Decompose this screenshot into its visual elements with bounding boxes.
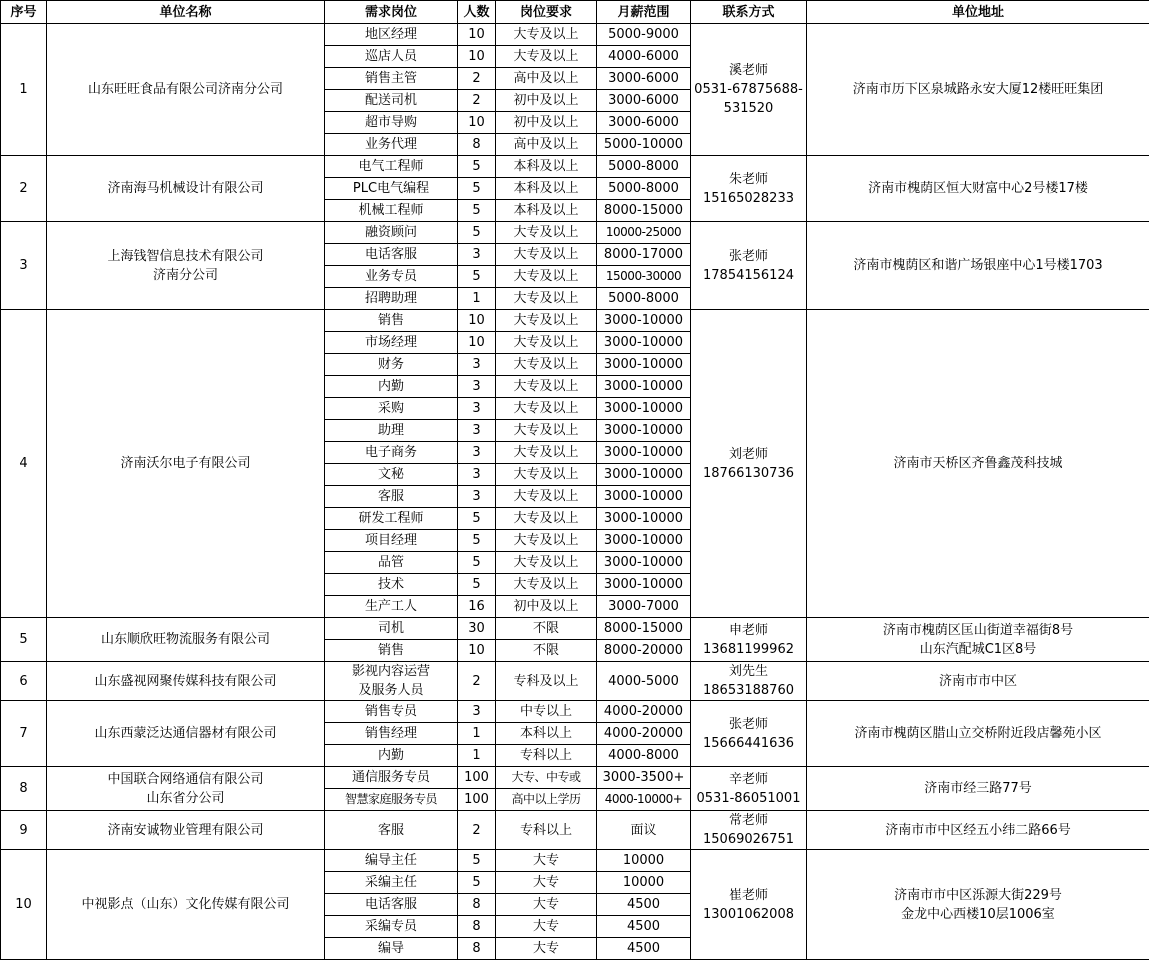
- job-title: 技术: [325, 574, 458, 596]
- company-address: 济南市槐荫区恒大财富中心2号楼17楼: [807, 156, 1149, 222]
- table-row: [1, 701, 1149, 723]
- company-name: 中视影点（山东）文化传媒有限公司: [47, 850, 325, 960]
- job-title: 巡店人员: [325, 46, 458, 68]
- job-count: 5: [458, 178, 496, 200]
- company-address: 济南市市中区经五小纬二路66号: [807, 811, 1149, 850]
- job-title: 生产工人: [325, 596, 458, 618]
- job-title: 采编专员: [325, 916, 458, 938]
- table-row: [1, 767, 1149, 789]
- job-requirement: 大专: [496, 850, 597, 872]
- job-requirement: 大专: [496, 916, 597, 938]
- job-count: 2: [458, 662, 496, 701]
- job-title: 销售: [325, 640, 458, 662]
- job-salary: 4000-20000: [597, 701, 691, 723]
- job-count: 3: [458, 442, 496, 464]
- job-title: 通信服务专员: [325, 767, 458, 789]
- job-title: PLC电气编程: [325, 178, 458, 200]
- table-row: [1, 850, 1149, 872]
- company-name: 山东顺欣旺物流服务有限公司: [47, 618, 325, 662]
- job-count: 5: [458, 508, 496, 530]
- job-salary: 4000-8000: [597, 745, 691, 767]
- company-contact: 申老师 13681199962: [691, 618, 807, 662]
- job-count: 3: [458, 354, 496, 376]
- job-salary: 10000: [597, 850, 691, 872]
- job-title: 销售: [325, 310, 458, 332]
- job-requirement: 大专及以上: [496, 266, 597, 288]
- job-count: 3: [458, 701, 496, 723]
- job-count: 10: [458, 46, 496, 68]
- job-title: 市场经理: [325, 332, 458, 354]
- job-salary: 4000-5000: [597, 662, 691, 701]
- job-title: 编导主任: [325, 850, 458, 872]
- job-salary: 3000-10000: [597, 552, 691, 574]
- job-title: 编导: [325, 938, 458, 960]
- job-salary: 3000-10000: [597, 310, 691, 332]
- job-count: 2: [458, 811, 496, 850]
- col-header-company: 单位名称: [47, 1, 325, 24]
- job-salary: 4000-10000+: [597, 789, 691, 811]
- company-contact: 刘先生 18653188760: [691, 662, 807, 701]
- job-salary: 3000-10000: [597, 508, 691, 530]
- job-salary: 4500: [597, 894, 691, 916]
- job-count: 5: [458, 552, 496, 574]
- job-salary: 3000-7000: [597, 596, 691, 618]
- job-count: 5: [458, 222, 496, 244]
- job-title: 采购: [325, 398, 458, 420]
- table-row: [1, 618, 1149, 640]
- job-title: 销售主管: [325, 68, 458, 90]
- job-title: 内勤: [325, 376, 458, 398]
- job-requirement: 本科以上: [496, 723, 597, 745]
- job-requirement: 高中以上学历: [496, 789, 597, 811]
- job-title: 电气工程师: [325, 156, 458, 178]
- job-count: 2: [458, 68, 496, 90]
- job-requirement: 大专及以上: [496, 442, 597, 464]
- job-title: 品管: [325, 552, 458, 574]
- company-address: 济南市经三路77号: [807, 767, 1149, 811]
- job-requirement: 专科及以上: [496, 662, 597, 701]
- job-salary: 8000-20000: [597, 640, 691, 662]
- job-title: 招聘助理: [325, 288, 458, 310]
- job-salary: 3000-10000: [597, 420, 691, 442]
- job-count: 10: [458, 310, 496, 332]
- col-header-no: 序号: [1, 1, 47, 24]
- job-requirement: 大专、中专或: [496, 767, 597, 789]
- job-count: 30: [458, 618, 496, 640]
- job-requirement: 大专: [496, 872, 597, 894]
- job-title: 采编主任: [325, 872, 458, 894]
- company-no: 1: [1, 24, 47, 156]
- job-title: 文秘: [325, 464, 458, 486]
- job-salary: 3000-10000: [597, 530, 691, 552]
- job-requirement: 不限: [496, 618, 597, 640]
- company-contact: 张老师 17854156124: [691, 222, 807, 310]
- job-requirement: 本科及以上: [496, 178, 597, 200]
- company-no: 6: [1, 662, 47, 701]
- job-requirement: 中专以上: [496, 701, 597, 723]
- job-count: 100: [458, 789, 496, 811]
- company-name: 济南安诚物业管理有限公司: [47, 811, 325, 850]
- job-title: 融资顾问: [325, 222, 458, 244]
- job-requirement: 本科及以上: [496, 156, 597, 178]
- job-title: 智慧家庭服务专员: [325, 789, 458, 811]
- table-body: [1, 24, 1149, 960]
- job-requirement: 大专及以上: [496, 574, 597, 596]
- col-header-contact: 联系方式: [691, 1, 807, 24]
- company-no: 2: [1, 156, 47, 222]
- table-row: [1, 156, 1149, 178]
- job-requirement: 大专及以上: [496, 376, 597, 398]
- job-salary: 4000-6000: [597, 46, 691, 68]
- job-salary: 3000-3500+: [597, 767, 691, 789]
- job-count: 8: [458, 938, 496, 960]
- job-title: 客服: [325, 811, 458, 850]
- job-requirement: 大专及以上: [496, 486, 597, 508]
- job-salary: 4000-20000: [597, 723, 691, 745]
- job-salary: 3000-10000: [597, 332, 691, 354]
- job-count: 8: [458, 894, 496, 916]
- job-salary: 15000-30000: [597, 266, 691, 288]
- job-requirement: 初中及以上: [496, 112, 597, 134]
- company-address: 济南市历下区泉城路永安大厦12楼旺旺集团: [807, 24, 1149, 156]
- job-salary: 3000-10000: [597, 354, 691, 376]
- job-count: 5: [458, 850, 496, 872]
- job-title: 项目经理: [325, 530, 458, 552]
- job-title: 机械工程师: [325, 200, 458, 222]
- job-title: 研发工程师: [325, 508, 458, 530]
- job-count: 5: [458, 156, 496, 178]
- job-count: 10: [458, 112, 496, 134]
- job-title: 配送司机: [325, 90, 458, 112]
- table-row: [1, 310, 1149, 332]
- job-requirement: 高中及以上: [496, 134, 597, 156]
- job-salary: 3000-10000: [597, 398, 691, 420]
- job-count: 1: [458, 723, 496, 745]
- job-requirement: 初中及以上: [496, 596, 597, 618]
- job-salary: 3000-10000: [597, 442, 691, 464]
- job-salary: 3000-10000: [597, 376, 691, 398]
- job-requirement: 专科以上: [496, 745, 597, 767]
- job-count: 16: [458, 596, 496, 618]
- col-header-address: 单位地址: [807, 1, 1149, 24]
- job-salary: 5000-9000: [597, 24, 691, 46]
- job-count: 3: [458, 244, 496, 266]
- company-no: 5: [1, 618, 47, 662]
- job-requirement: 大专及以上: [496, 464, 597, 486]
- company-name: 中国联合网络通信有限公司 山东省分公司: [47, 767, 325, 811]
- job-title: 内勤: [325, 745, 458, 767]
- company-contact: 刘老师 18766130736: [691, 310, 807, 618]
- company-contact: 张老师 15666441636: [691, 701, 807, 767]
- header-row: [1, 1, 1149, 24]
- job-count: 3: [458, 420, 496, 442]
- company-no: 9: [1, 811, 47, 850]
- job-requirement: 大专及以上: [496, 508, 597, 530]
- company-address: 济南市市中区泺源大街229号 金龙中心西楼10层1006室: [807, 850, 1149, 960]
- company-no: 7: [1, 701, 47, 767]
- job-count: 8: [458, 916, 496, 938]
- job-count: 2: [458, 90, 496, 112]
- job-salary: 10000-25000: [597, 222, 691, 244]
- job-title: 地区经理: [325, 24, 458, 46]
- company-name: 山东西蒙泛达通信器材有限公司: [47, 701, 325, 767]
- job-count: 3: [458, 464, 496, 486]
- company-contact: 常老师 15069026751: [691, 811, 807, 850]
- job-salary: 10000: [597, 872, 691, 894]
- job-title: 业务代理: [325, 134, 458, 156]
- job-count: 3: [458, 398, 496, 420]
- job-count: 100: [458, 767, 496, 789]
- job-salary: 8000-15000: [597, 618, 691, 640]
- job-title: 电子商务: [325, 442, 458, 464]
- job-count: 3: [458, 486, 496, 508]
- job-count: 5: [458, 574, 496, 596]
- job-requirement: 大专及以上: [496, 354, 597, 376]
- table-row: [1, 662, 1149, 701]
- job-requirement: 专科以上: [496, 811, 597, 850]
- job-title: 销售专员: [325, 701, 458, 723]
- col-header-requirement: 岗位要求: [496, 1, 597, 24]
- job-title: 客服: [325, 486, 458, 508]
- job-requirement: 大专及以上: [496, 46, 597, 68]
- job-salary: 3000-6000: [597, 90, 691, 112]
- job-count: 10: [458, 24, 496, 46]
- company-no: 3: [1, 222, 47, 310]
- job-salary: 3000-6000: [597, 112, 691, 134]
- company-no: 8: [1, 767, 47, 811]
- job-salary: 5000-8000: [597, 156, 691, 178]
- job-count: 10: [458, 332, 496, 354]
- company-name: 山东旺旺食品有限公司济南分公司: [47, 24, 325, 156]
- job-requirement: 大专及以上: [496, 552, 597, 574]
- job-salary: 8000-15000: [597, 200, 691, 222]
- job-title: 助理: [325, 420, 458, 442]
- company-contact: 崔老师 13001062008: [691, 850, 807, 960]
- job-salary: 5000-10000: [597, 134, 691, 156]
- company-name: 山东盛视网聚传媒科技有限公司: [47, 662, 325, 701]
- job-title: 财务: [325, 354, 458, 376]
- job-requirement: 大专及以上: [496, 530, 597, 552]
- job-count: 1: [458, 745, 496, 767]
- company-address: 济南市槐荫区匡山街道幸福街8号 山东汽配城C1区8号: [807, 618, 1149, 662]
- table-row: [1, 222, 1149, 244]
- table-row: [1, 24, 1149, 46]
- job-salary: 3000-10000: [597, 486, 691, 508]
- job-requirement: 大专及以上: [496, 398, 597, 420]
- job-requirement: 大专: [496, 894, 597, 916]
- company-contact: 辛老师 0531-86051001: [691, 767, 807, 811]
- company-address: 济南市市中区: [807, 662, 1149, 701]
- company-address: 济南市槐荫区腊山立交桥附近段店馨苑小区: [807, 701, 1149, 767]
- job-count: 10: [458, 640, 496, 662]
- company-contact: 朱老师 15165028233: [691, 156, 807, 222]
- table-row: [1, 811, 1149, 850]
- job-title: 超市导购: [325, 112, 458, 134]
- job-requirement: 大专及以上: [496, 332, 597, 354]
- job-title: 司机: [325, 618, 458, 640]
- job-requirement: 不限: [496, 640, 597, 662]
- job-salary: 3000-10000: [597, 574, 691, 596]
- job-requirement: 高中及以上: [496, 68, 597, 90]
- job-salary: 8000-17000: [597, 244, 691, 266]
- col-header-position: 需求岗位: [325, 1, 458, 24]
- job-requirement: 大专及以上: [496, 420, 597, 442]
- job-title: 业务专员: [325, 266, 458, 288]
- job-title: 影视内容运营 及服务人员: [325, 662, 458, 701]
- job-salary: 3000-6000: [597, 68, 691, 90]
- company-no: 4: [1, 310, 47, 618]
- job-requirement: 大专及以上: [496, 222, 597, 244]
- job-salary: 4500: [597, 916, 691, 938]
- company-name: 济南海马机械设计有限公司: [47, 156, 325, 222]
- job-count: 5: [458, 872, 496, 894]
- job-salary: 5000-8000: [597, 288, 691, 310]
- job-title: 销售经理: [325, 723, 458, 745]
- company-address: 济南市天桥区齐鲁鑫茂科技城: [807, 310, 1149, 618]
- job-count: 1: [458, 288, 496, 310]
- job-salary: 面议: [597, 811, 691, 850]
- company-name: 上海钱智信息技术有限公司 济南分公司: [47, 222, 325, 310]
- job-count: 3: [458, 376, 496, 398]
- job-count: 5: [458, 530, 496, 552]
- col-header-count: 人数: [458, 1, 496, 24]
- company-address: 济南市槐荫区和谐广场银座中心1号楼1703: [807, 222, 1149, 310]
- job-requirement: 大专: [496, 938, 597, 960]
- job-count: 5: [458, 266, 496, 288]
- job-requirement: 大专及以上: [496, 310, 597, 332]
- col-header-salary: 月薪范围: [597, 1, 691, 24]
- job-title: 电话客服: [325, 244, 458, 266]
- job-salary: 3000-10000: [597, 464, 691, 486]
- job-salary: 4500: [597, 938, 691, 960]
- job-count: 5: [458, 200, 496, 222]
- job-requirement: 大专及以上: [496, 244, 597, 266]
- company-no: 10: [1, 850, 47, 960]
- job-count: 8: [458, 134, 496, 156]
- job-requirement: 大专及以上: [496, 288, 597, 310]
- company-contact: 溪老师 0531-67875688- 531520: [691, 24, 807, 156]
- job-title: 电话客服: [325, 894, 458, 916]
- job-salary: 5000-8000: [597, 178, 691, 200]
- job-requirement: 本科及以上: [496, 200, 597, 222]
- job-requirement: 大专及以上: [496, 24, 597, 46]
- job-requirement: 初中及以上: [496, 90, 597, 112]
- company-name: 济南沃尔电子有限公司: [47, 310, 325, 618]
